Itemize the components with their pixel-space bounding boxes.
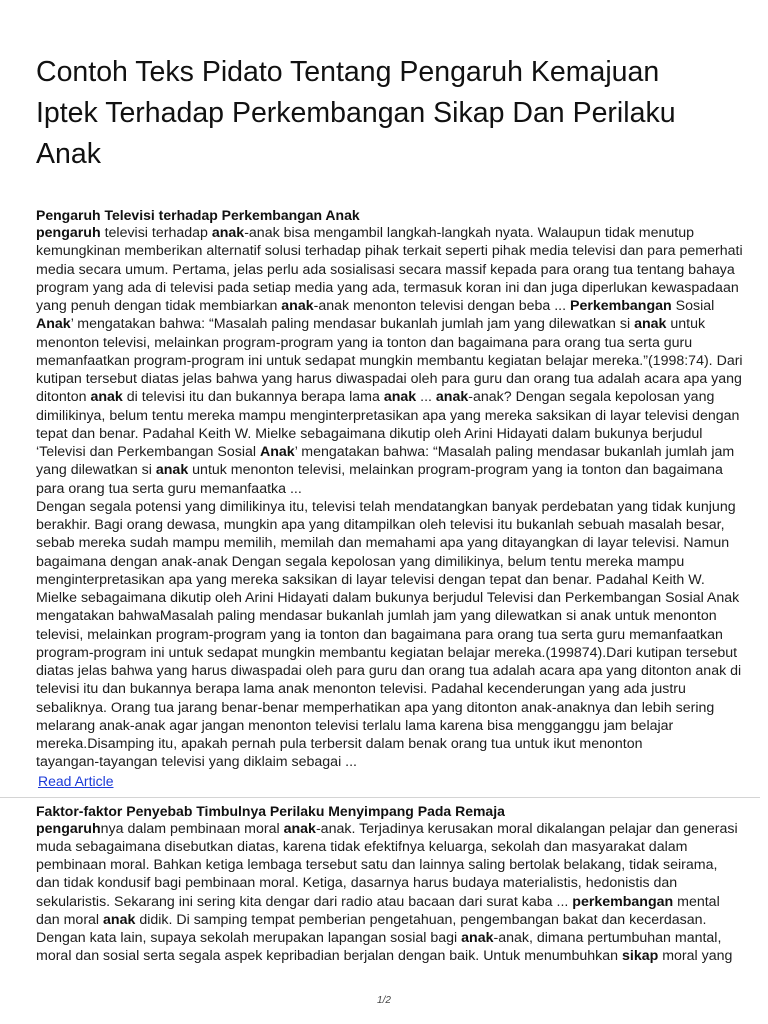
snippet-text: moral dan sosial serta segala aspek kepribadian berjalan dengan baik. Untuk menumbuhkan [36,948,622,965]
highlighted-keyword: anak [435,389,469,406]
body-line: televisi itu dan bukannya berapa lama anak menonton televisi. Padahal kecenderungan yang ada justru [36,681,686,698]
snippet-text: yang dilewatkan si [36,462,156,479]
snippet-text: dimilikinya, belum tentu mereka mampu menginterpretasikan apa yang mereka saksikan di layar televisi dengan [36,407,740,424]
body-line: bagaimana dengan anak-anak Dengan segala kepolosan yang dimilikinya, belum tentu mereka mampu [36,553,685,570]
snippet-line [36,874,728,892]
snippet-text: nya dalam pembinaan moral [100,820,284,837]
snippet-line [36,279,739,297]
highlighted-keyword: anak [461,930,494,946]
snippet-line [36,224,728,242]
highlighted-keyword: anak [634,316,667,333]
snippet-text: dan moral [36,911,104,928]
snippet-line [36,893,728,911]
snippet-text: media secara umum. Pertama, jelas perlu ada sosialisasi secara massif kepada para orang tua tentang bahaya [36,261,735,278]
snippet-text: untuk menonton televisi, melainkan program-program yang ia tonton dan bagaimana [188,462,723,479]
snippet-text: televisi terhadap [100,225,212,241]
snippet-text: muda sebagaimana disebutkan diatas, karena tidak efektifnya keluarga, sekolah dan masyarakat dalam [36,838,688,855]
snippet-line [36,820,738,838]
snippet-line [36,242,743,260]
snippet-line [36,947,733,965]
highlighted-keyword: sikap [622,948,659,965]
highlighted-keyword: anak [383,389,417,406]
snippet-text: -anak menonton televisi dengan beba ... [313,298,570,314]
section-divider [0,797,760,798]
body-line: melarang anak-anak agar jangan menonton televisi terlalu lama karena bisa mengganggu jam belajar [36,717,674,734]
page-title [36,52,728,175]
snippet-text: ditonton [36,389,91,406]
highlighted-keyword: anak [90,389,123,406]
article-2 [36,802,738,966]
article-2-snippet [36,820,738,966]
snippet-line [36,407,740,425]
body-line: mengatakan bahwaMasalah paling mendasar bukanlah jumlah jam yang dilewatkan si anak untuk menonton [36,608,717,625]
highlighted-keyword: pengaruh [36,820,101,837]
snippet-text: -anak. Terjadinya kerusakan moral dikalangan pelajar dan generasi [315,820,738,837]
snippet-text: untuk [666,316,706,333]
body-line: sebab mereka sudah mampu memilih, memilah dan memahami apa yang ditayangkan di layar televisi. Namun [36,535,730,552]
snippet-text: moral yang [658,948,733,965]
highlighted-keyword: Anak [36,316,71,333]
snippet-line [36,334,728,352]
body-line: Dengan segala potensi yang dimilikinya itu, televisi telah mendatangkan banyak perdebatan yang tidak kunjung [36,498,736,515]
article-1 [36,206,743,791]
article-1-body [36,498,742,772]
page-indicator: 1/2 [377,995,391,1006]
body-line: mereka.Disamping itu, apakah pernah pula terbersit dalam benak orang tua untuk ikut menonton [36,736,643,752]
title-line: Anak [36,138,101,170]
snippet-text: program yang ada di televisi pada setiap media yang ada, termasuk koran ini dan juga diperlukan kewaspadaan [36,279,739,296]
title-line: Iptek Terhadap Perkembangan Sikap Dan Perilaku [36,97,676,129]
highlighted-keyword: anak [103,911,136,928]
snippet-text: didik. Di samping tempat pemberian pengetahuan, pengembangan bakat dan kecerdasan. [135,911,707,928]
title-line: Contoh Teks Pidato Tentang Pengaruh Kemajuan [36,56,660,88]
highlighted-keyword: Anak [259,444,295,460]
highlighted-keyword: Perkembangan [569,298,672,314]
snippet-line [36,911,728,929]
snippet-text: -anak, dimana pertumbuhan mantal, [493,930,722,946]
snippet-text: tepat dan benar. Padahal Keith W. Mielke sebagaimana dikutip oleh Arini Hidayati dalam bukunya berjudul [36,425,703,442]
snippet-text: di televisi itu dan bukannya berapa lama [122,389,384,406]
highlighted-keyword: anak [281,298,314,314]
snippet-text: Dengan kata lain, supaya sekolah merupakan lapangan sosial bagi [36,930,462,946]
snippet-text: sekularistis. Sekarang ini sering kita dengar dari radio atau bacaan dari surat kaba ... [36,893,573,910]
snippet-text: mental [673,893,720,910]
body-line: sebaliknya. Orang tua jarang benar-benar memperhatikan apa yang ditonton anak-anaknya dan lebih sering [36,699,715,716]
snippet-line [36,480,728,498]
article-2-heading: Faktor-faktor Penyebab Timbulnya Perilaku Menyimpang Pada Remaja [36,802,505,819]
snippet-text: ’ mengatakan bahwa: “Masalah paling mendasar bukanlah jumlah jam [294,444,735,460]
snippet-line [36,352,743,370]
snippet-text: para orang tua serta guru memanfaatka ... [36,480,302,497]
snippet-text: -anak bisa mengambil langkah-langkah nyata. Walaupun tidak menutup [244,225,694,241]
snippet-text: ’ mengatakan bahwa: “Masalah paling mendasar bukanlah jumlah jam yang dilewatkan si [70,316,635,333]
body-line: diatas jelas bahwa yang harus diwaspadai oleh para guru dan orang tua adalah acara apa yang ditonton anak di [36,663,742,679]
snippet-line [36,443,735,461]
snippet-text: menonton televisi, melainkan program-program yang ia tonton dan bagaimana para orang tua serta guru [36,334,693,351]
snippet-text: yang penuh dengan tidak membiarkan [36,298,282,314]
snippet-text: kemungkinan memberikan alternatif solusi terhadap pihak terkait seperti pihak media televisi dan para pemerhati [36,243,743,260]
read-article-link[interactable]: Read Article [38,772,114,789]
body-line: menginterpretasikan apa yang mereka saksikan di layar televisi dengan tepat dan benar. Padahal Keith W. [36,571,705,588]
snippet-line [36,425,728,443]
highlighted-keyword: perkembangan [572,893,674,910]
snippet-text: ... [416,389,436,406]
article-1-snippet [36,224,743,498]
snippet-line [36,388,728,406]
body-line: program-program ini untuk sedapat mungkin membantu kegiatan belajar mereka.(199874).Dari kutipan tersebut [36,644,738,661]
snippet-text: Sosial [671,298,715,314]
snippet-text: memanfaatkan program-program ini untuk sedapat mungkin membantu kegiatan belajar mereka.”(1998:74). Dari [36,352,743,369]
snippet-text: -anak? Dengan segala kepolosan yang [468,389,715,406]
highlighted-keyword: anak [283,820,316,837]
snippet-text: pembinaan moral. Bahkan ketiga lembaga tersebut satu dan lainnya saling bertolak belakang, tidak seirama, [36,857,718,873]
snippet-line [36,856,728,874]
body-line: televisi, melainkan program-program yang ia tonton dan bagaimana para orang tua serta guru memanfaatkan [36,626,723,643]
article-1-heading: Pengaruh Televisi terhadap Perkembangan Anak [36,207,360,223]
highlighted-keyword: pengaruh [36,225,101,241]
snippet-text: dan tidak kondusif bagi pembinaan moral. Ketiga, dasarnya harus budaya materialistis, hedonistis dan [36,875,678,892]
snippet-line [36,370,742,388]
body-line: tayangan-tayangan televisi yang diklaim sebagai ... [36,754,357,771]
snippet-text: ‘Televisi dan Perkembangan Sosial [36,444,260,460]
snippet-line [36,297,728,315]
snippet-text: kutipan tersebut diatas jelas bahwa yang harus diwaspadai oleh para guru dan orang tua adalah acara apa yang [36,371,742,387]
snippet-line [36,929,728,947]
snippet-line [36,315,728,333]
body-line: Mielke sebagaimana dikutip oleh Arini Hidayati dalam bukunya berjudul Televisi dan Perkembangan Sosial Anak [36,590,740,606]
highlighted-keyword: anak [155,462,189,479]
snippet-line [36,261,735,279]
snippet-line [36,461,728,479]
document-page [36,52,743,966]
snippet-line [36,838,728,856]
body-line: berakhir. Bagi orang dewasa, mungkin apa yang ditampilkan oleh televisi itu bukanlah sebuah masalah besar, [36,517,725,533]
highlighted-keyword: anak [211,225,245,241]
